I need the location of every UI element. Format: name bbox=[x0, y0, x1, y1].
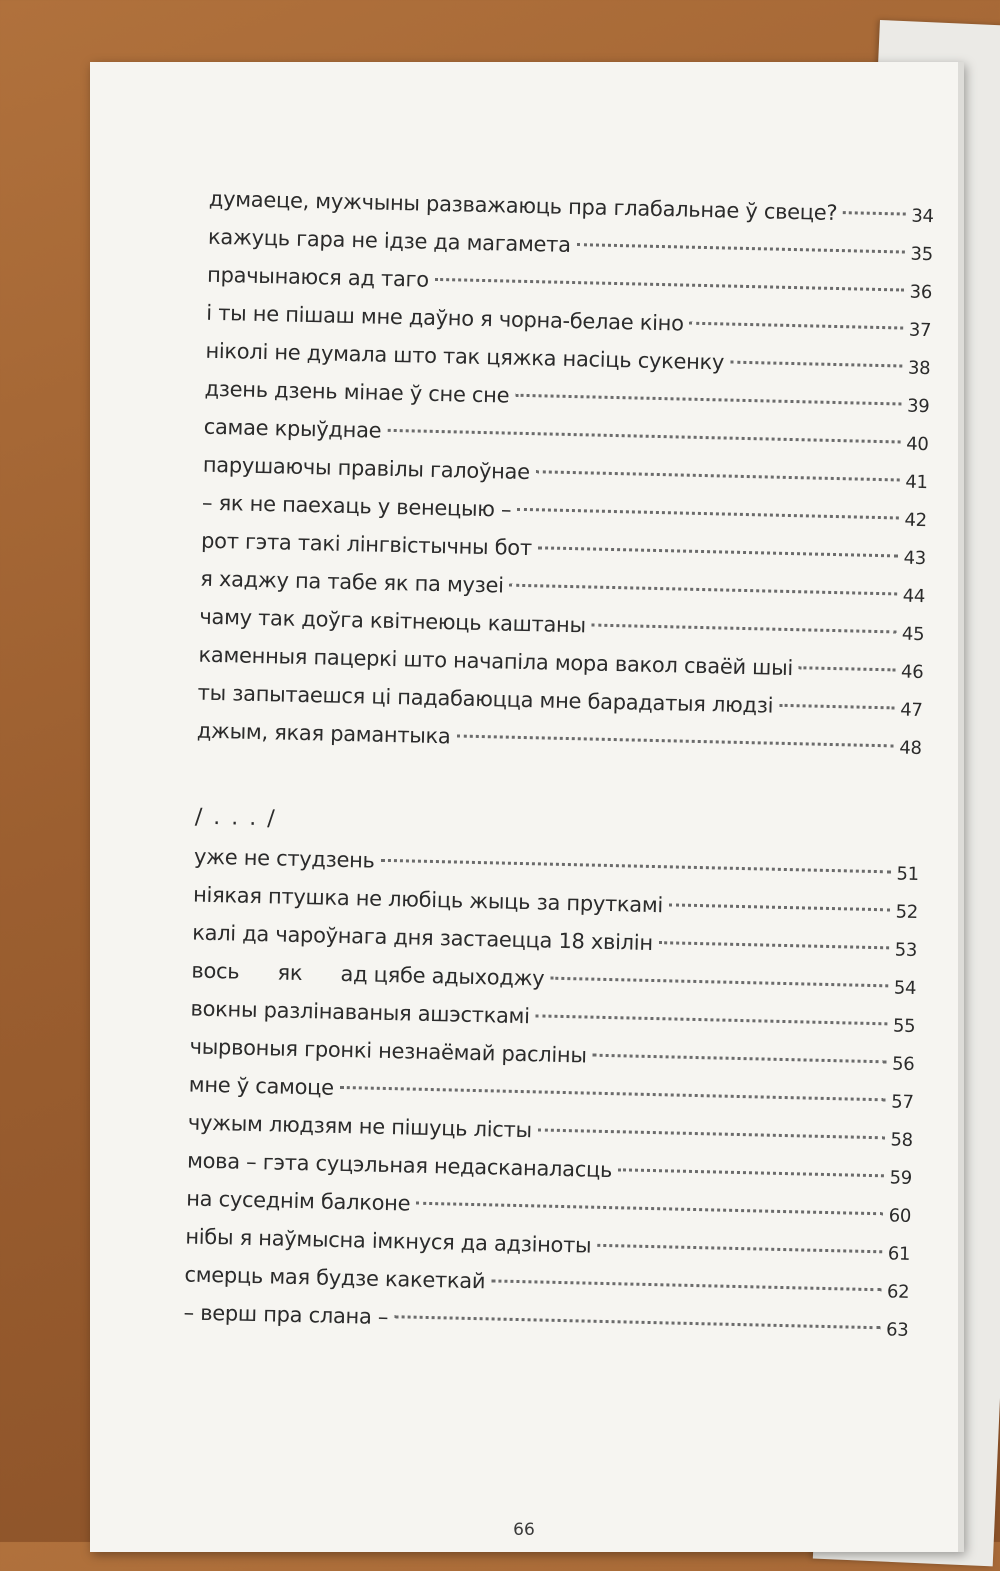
toc-entry-page: 43 bbox=[903, 547, 927, 570]
toc-entry bbox=[196, 719, 921, 765]
toc-entry-title: мне ў самоце bbox=[188, 1072, 335, 1100]
leader-dots bbox=[416, 1202, 883, 1216]
toc-entry bbox=[188, 1073, 913, 1119]
toc-entry-page: 61 bbox=[887, 1243, 911, 1265]
toc-entry-title: – верш пра слана – bbox=[183, 1300, 389, 1330]
toc-entry-page: 47 bbox=[899, 699, 923, 722]
toc-entry bbox=[205, 339, 930, 385]
toc-entry-title: і ты не пішаш мне даўно я чорна-белае кіно bbox=[206, 300, 684, 336]
leader-dots bbox=[456, 734, 893, 747]
toc-entry-title: чырвоныя гронкі незнаёмай расліны bbox=[189, 1034, 587, 1068]
leader-dots bbox=[597, 1244, 882, 1253]
toc-entry-page: 52 bbox=[895, 901, 919, 923]
leader-dots bbox=[515, 394, 901, 406]
toc-entry-title: нібы я наўмысна імкнуся да адзіноты bbox=[185, 1224, 592, 1258]
leader-dots bbox=[669, 903, 890, 911]
leader-dots bbox=[536, 470, 900, 481]
leader-dots bbox=[690, 322, 903, 330]
toc-entry-title: самае крыўднае bbox=[203, 414, 382, 443]
page-number: 66 bbox=[513, 1520, 535, 1540]
toc-entry-title: – як не паехаць у венецыю – bbox=[201, 490, 512, 522]
toc-entry-title: каменныя пацеркі што начапіла мора вакол сваёй шыі bbox=[198, 642, 794, 681]
toc-entry bbox=[198, 643, 923, 689]
leader-dots bbox=[592, 624, 896, 634]
leader-dots bbox=[538, 546, 898, 557]
leader-dots bbox=[779, 704, 894, 710]
toc-entry-page: 51 bbox=[896, 863, 920, 886]
book-page bbox=[90, 62, 964, 1552]
toc-entry-title: ты запытаешся ці падабаюцца мне барадатыя людзі bbox=[197, 680, 774, 718]
toc-entry bbox=[184, 1262, 909, 1308]
toc-entry-page: 35 bbox=[910, 243, 934, 266]
toc-entry-title: чужым людзям не пішуць лісты bbox=[187, 1110, 533, 1143]
leader-dots bbox=[843, 211, 905, 215]
toc-entry-page: 44 bbox=[902, 585, 926, 608]
toc-entry bbox=[183, 1300, 908, 1346]
leader-dots bbox=[577, 243, 905, 253]
toc-entry-page: 58 bbox=[890, 1129, 913, 1151]
table-of-contents bbox=[56, 62, 958, 1571]
leader-dots bbox=[491, 1279, 881, 1291]
toc-entry-page: 60 bbox=[888, 1205, 912, 1227]
toc-entry-title: вокны разлінаваныя ашэсткамі bbox=[190, 996, 530, 1029]
toc-entry-page: 45 bbox=[901, 623, 925, 646]
leader-dots bbox=[435, 278, 904, 292]
toc-entry-title: парушаючы правілы галоўнае bbox=[202, 452, 531, 485]
toc-entry-title: прачынаюся ад таго bbox=[206, 262, 430, 292]
toc-entry bbox=[201, 529, 926, 575]
toc-entry-page: 48 bbox=[899, 737, 922, 760]
leader-dots bbox=[799, 666, 895, 671]
toc-entry-page: 53 bbox=[894, 939, 918, 961]
leader-dots bbox=[387, 429, 900, 444]
toc-entry-page: 63 bbox=[885, 1319, 909, 1341]
toc-entry-page: 59 bbox=[889, 1167, 913, 1189]
toc-entry-page: 46 bbox=[900, 661, 924, 684]
toc-entry-title: уже не студзень bbox=[193, 844, 375, 873]
toc-entry-title: дзень дзень мінае ў сне сне bbox=[204, 376, 510, 408]
toc-entry-page: 37 bbox=[908, 319, 932, 342]
leader-dots bbox=[659, 941, 889, 949]
toc-entry-page: 34 bbox=[911, 205, 934, 228]
toc-entry-title: рот гэта такі лінгвістычны бот bbox=[200, 528, 533, 561]
toc-entry-title: вось як ад цябе адыходжу bbox=[191, 958, 545, 991]
toc-entry-title: калі да чароўнага дня застаецца 18 хвілін bbox=[192, 920, 654, 955]
toc-entry-page: 36 bbox=[909, 281, 933, 304]
toc-entry-page: 41 bbox=[905, 471, 928, 494]
leader-dots bbox=[550, 977, 888, 988]
toc-entry-title: думаеце, мужчыны разважаюць пра глабальнае ў свеце? bbox=[208, 186, 838, 225]
toc-entry-title: ніякая птушка не любіць жыць за пруткамі bbox=[192, 882, 664, 918]
leader-dots bbox=[340, 1086, 886, 1101]
toc-entry-page: 42 bbox=[904, 509, 928, 532]
section-marker: / . . . / bbox=[194, 804, 277, 832]
toc-entry-title: кажуць гара не ідзе да магамета bbox=[207, 224, 571, 257]
leader-dots bbox=[618, 1168, 884, 1177]
toc-entry-page: 62 bbox=[886, 1281, 910, 1303]
leader-dots bbox=[394, 1315, 880, 1329]
toc-entry-page: 56 bbox=[891, 1053, 915, 1075]
toc-entry-title: смерць мая будзе какеткай bbox=[184, 1262, 486, 1294]
toc-entry-page: 54 bbox=[893, 977, 917, 999]
toc-entry bbox=[203, 415, 928, 461]
toc-entry bbox=[208, 225, 933, 271]
toc-entry-title: я хаджу па табе як па музеі bbox=[200, 566, 504, 598]
leader-dots bbox=[536, 1014, 887, 1025]
leader-dots bbox=[517, 508, 898, 520]
leader-dots bbox=[593, 1054, 887, 1064]
toc-entry-title: джым, якая рамантыка bbox=[196, 718, 451, 749]
toc-entry-page: 38 bbox=[907, 357, 931, 380]
leader-dots bbox=[381, 859, 891, 874]
toc-entry-title: ніколі не думала што так цяжка насіць сукенку bbox=[205, 338, 725, 375]
toc-entry-title: мова – гэта суцэльная недасканаласць bbox=[186, 1148, 613, 1183]
toc-entry-page: 57 bbox=[891, 1091, 914, 1113]
toc-entry-page: 40 bbox=[905, 433, 929, 456]
toc-entry-page: 55 bbox=[892, 1015, 916, 1037]
toc-entry bbox=[191, 959, 916, 1005]
toc-entry-page: 39 bbox=[906, 395, 930, 418]
toc-entry-title: на суседнім балконе bbox=[185, 1186, 411, 1216]
leader-dots bbox=[538, 1128, 885, 1139]
leader-dots bbox=[730, 361, 902, 368]
toc-entry-title: чаму так доўга квітнеюць каштаны bbox=[199, 604, 587, 638]
leader-dots bbox=[510, 584, 897, 596]
